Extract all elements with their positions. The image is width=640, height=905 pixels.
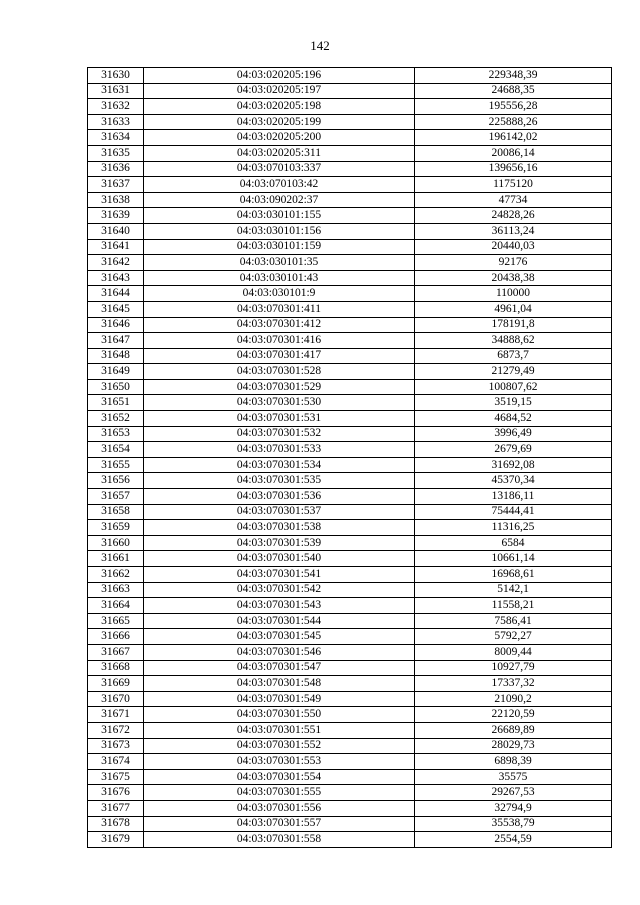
cadastral-number-cell: 04:03:070301:547 [144,660,415,676]
table-row [88,800,612,816]
cadastral-number-cell: 04:03:070103:337 [144,161,415,177]
table-row [88,239,612,255]
table-row [88,364,612,380]
value-cell: 110000 [415,286,612,302]
cadastral-number-cell: 04:03:070301:554 [144,769,415,785]
value-cell: 22120,59 [415,707,612,723]
value-cell: 7586,41 [415,613,612,629]
row-number-cell: 31655 [88,457,144,473]
value-cell: 4684,52 [415,411,612,427]
table-row [88,660,612,676]
row-number-cell: 31661 [88,551,144,567]
cadastral-number-cell: 04:03:030101:156 [144,223,415,239]
value-cell: 196142,02 [415,130,612,146]
table-row [88,691,612,707]
row-number-cell: 31647 [88,333,144,349]
table-row [88,629,612,645]
value-cell: 11558,21 [415,598,612,614]
value-cell: 20438,38 [415,270,612,286]
value-cell: 6584 [415,535,612,551]
table-row [88,161,612,177]
table-row [88,411,612,427]
table-row [88,286,612,302]
row-number-cell: 31634 [88,130,144,146]
value-cell: 47734 [415,192,612,208]
cadastral-number-cell: 04:03:070301:552 [144,738,415,754]
cadastral-number-cell: 04:03:070301:545 [144,629,415,645]
cadastral-number-cell: 04:03:020205:199 [144,114,415,130]
row-number-cell: 31636 [88,161,144,177]
row-number-cell: 31672 [88,722,144,738]
cadastral-number-cell: 04:03:070301:417 [144,348,415,364]
table-row [88,426,612,442]
row-number-cell: 31640 [88,223,144,239]
table-row [88,255,612,271]
row-number-cell: 31639 [88,208,144,224]
value-cell: 139656,16 [415,161,612,177]
cadastral-number-cell: 04:03:020205:200 [144,130,415,146]
table-row [88,145,612,161]
row-number-cell: 31630 [88,68,144,84]
table-row [88,457,612,473]
table-row [88,317,612,333]
row-number-cell: 31664 [88,598,144,614]
cadastral-number-cell: 04:03:070301:411 [144,301,415,317]
cadastral-number-cell: 04:03:070301:528 [144,364,415,380]
table-row [88,613,612,629]
table-row [88,177,612,193]
table-row [88,270,612,286]
cadastral-number-cell: 04:03:070301:532 [144,426,415,442]
value-cell: 6898,39 [415,754,612,770]
row-number-cell: 31654 [88,442,144,458]
table-row [88,738,612,754]
value-cell: 45370,34 [415,473,612,489]
table-row [88,379,612,395]
value-cell: 6873,7 [415,348,612,364]
table-row [88,395,612,411]
table-row [88,707,612,723]
value-cell: 3519,15 [415,395,612,411]
cadastral-number-cell: 04:03:070301:542 [144,582,415,598]
row-number-cell: 31657 [88,489,144,505]
cadastral-number-cell: 04:03:070301:540 [144,551,415,567]
cadastral-number-cell: 04:03:070301:416 [144,333,415,349]
value-cell: 21090,2 [415,691,612,707]
cadastral-number-cell: 04:03:070301:531 [144,411,415,427]
row-number-cell: 31652 [88,411,144,427]
cadastral-number-cell: 04:03:070301:539 [144,535,415,551]
row-number-cell: 31668 [88,660,144,676]
table-body [88,68,612,848]
cadastral-number-cell: 04:03:070301:553 [144,754,415,770]
row-number-cell: 31677 [88,800,144,816]
table-row [88,348,612,364]
cadastral-number-cell: 04:03:070301:557 [144,816,415,832]
row-number-cell: 31643 [88,270,144,286]
value-cell: 4961,04 [415,301,612,317]
row-number-cell: 31631 [88,83,144,99]
cadastral-number-cell: 04:03:070301:533 [144,442,415,458]
row-number-cell: 31665 [88,613,144,629]
cadastral-number-cell: 04:03:070301:530 [144,395,415,411]
table-row [88,504,612,520]
table-row [88,114,612,130]
cadastral-number-cell: 04:03:030101:43 [144,270,415,286]
row-number-cell: 31649 [88,364,144,380]
cadastral-number-cell: 04:03:070301:541 [144,567,415,583]
value-cell: 17337,32 [415,676,612,692]
value-cell: 24828,26 [415,208,612,224]
table-row [88,333,612,349]
table-row [88,442,612,458]
value-cell: 34888,62 [415,333,612,349]
table-row [88,769,612,785]
value-cell: 92176 [415,255,612,271]
cadastral-number-cell: 04:03:070301:529 [144,379,415,395]
row-number-cell: 31651 [88,395,144,411]
value-cell: 2679,69 [415,442,612,458]
cadastral-number-cell: 04:03:030101:155 [144,208,415,224]
cadastral-number-cell: 04:03:070301:556 [144,800,415,816]
page-number: 142 [310,38,330,53]
value-cell: 20086,14 [415,145,612,161]
cadastral-number-cell: 04:03:020205:198 [144,99,415,115]
cadastral-number-cell: 04:03:070301:558 [144,832,415,848]
row-number-cell: 31635 [88,145,144,161]
row-number-cell: 31645 [88,301,144,317]
row-number-cell: 31648 [88,348,144,364]
value-cell: 32794,9 [415,800,612,816]
row-number-cell: 31660 [88,535,144,551]
table-row [88,489,612,505]
value-cell: 35575 [415,769,612,785]
cadastral-number-cell: 04:03:070301:548 [144,676,415,692]
table-row [88,99,612,115]
cadastral-number-cell: 04:03:070301:544 [144,613,415,629]
table-row [88,598,612,614]
table-row [88,83,612,99]
cadastral-number-cell: 04:03:020205:196 [144,68,415,84]
row-number-cell: 31642 [88,255,144,271]
value-cell: 21279,49 [415,364,612,380]
row-number-cell: 31632 [88,99,144,115]
cadastral-number-cell: 04:03:070301:535 [144,473,415,489]
value-cell: 29267,53 [415,785,612,801]
value-cell: 13186,11 [415,489,612,505]
table-row [88,722,612,738]
table-row [88,535,612,551]
row-number-cell: 31650 [88,379,144,395]
table-row [88,68,612,84]
row-number-cell: 31658 [88,504,144,520]
value-cell: 195556,28 [415,99,612,115]
row-number-cell: 31659 [88,520,144,536]
cadastral-number-cell: 04:03:030101:9 [144,286,415,302]
cadastral-number-cell: 04:03:070301:537 [144,504,415,520]
row-number-cell: 31637 [88,177,144,193]
cadastral-number-cell: 04:03:070301:543 [144,598,415,614]
cadastral-number-cell: 04:03:070301:546 [144,644,415,660]
table-row [88,473,612,489]
table-row [88,192,612,208]
table-row [88,208,612,224]
value-cell: 20440,03 [415,239,612,255]
row-number-cell: 31644 [88,286,144,302]
cadastral-number-cell: 04:03:020205:311 [144,145,415,161]
value-cell: 2554,59 [415,832,612,848]
value-cell: 16968,61 [415,567,612,583]
row-number-cell: 31675 [88,769,144,785]
cadastral-number-cell: 04:03:070301:412 [144,317,415,333]
row-number-cell: 31678 [88,816,144,832]
table-row [88,785,612,801]
row-number-cell: 31679 [88,832,144,848]
row-number-cell: 31641 [88,239,144,255]
table-row [88,644,612,660]
cadastral-number-cell: 04:03:090202:37 [144,192,415,208]
cadastral-number-cell: 04:03:070301:550 [144,707,415,723]
table-row [88,676,612,692]
value-cell: 10661,14 [415,551,612,567]
cadastral-number-cell: 04:03:070301:534 [144,457,415,473]
cadastral-number-cell: 04:03:070301:551 [144,722,415,738]
row-number-cell: 31666 [88,629,144,645]
value-cell: 5142,1 [415,582,612,598]
row-number-cell: 31646 [88,317,144,333]
value-cell: 11316,25 [415,520,612,536]
row-number-cell: 31667 [88,644,144,660]
value-cell: 5792,27 [415,629,612,645]
value-cell: 225888,26 [415,114,612,130]
cadastral-number-cell: 04:03:070301:549 [144,691,415,707]
cadastral-number-cell: 04:03:070103:42 [144,177,415,193]
value-cell: 26689,89 [415,722,612,738]
table-row [88,130,612,146]
value-cell: 100807,62 [415,379,612,395]
cadastral-value-table [87,67,612,848]
row-number-cell: 31653 [88,426,144,442]
value-cell: 36113,24 [415,223,612,239]
cadastral-number-cell: 04:03:070301:536 [144,489,415,505]
cadastral-number-cell: 04:03:030101:35 [144,255,415,271]
value-cell: 8009,44 [415,644,612,660]
row-number-cell: 31633 [88,114,144,130]
value-cell: 3996,49 [415,426,612,442]
table-row [88,551,612,567]
row-number-cell: 31656 [88,473,144,489]
row-number-cell: 31670 [88,691,144,707]
value-cell: 31692,08 [415,457,612,473]
value-cell: 229348,39 [415,68,612,84]
table-row [88,301,612,317]
table-row [88,816,612,832]
table-row [88,754,612,770]
cadastral-number-cell: 04:03:020205:197 [144,83,415,99]
cadastral-number-cell: 04:03:070301:538 [144,520,415,536]
value-cell: 35538,79 [415,816,612,832]
value-cell: 28029,73 [415,738,612,754]
row-number-cell: 31674 [88,754,144,770]
table-row [88,582,612,598]
value-cell: 178191,8 [415,317,612,333]
table-row [88,567,612,583]
row-number-cell: 31676 [88,785,144,801]
cadastral-number-cell: 04:03:070301:555 [144,785,415,801]
row-number-cell: 31673 [88,738,144,754]
table-row [88,520,612,536]
table-row [88,223,612,239]
row-number-cell: 31662 [88,567,144,583]
value-cell: 10927,79 [415,660,612,676]
value-cell: 75444,41 [415,504,612,520]
row-number-cell: 31669 [88,676,144,692]
table-row [88,832,612,848]
value-cell: 1175120 [415,177,612,193]
row-number-cell: 31671 [88,707,144,723]
row-number-cell: 31638 [88,192,144,208]
cadastral-number-cell: 04:03:030101:159 [144,239,415,255]
value-cell: 24688,35 [415,83,612,99]
row-number-cell: 31663 [88,582,144,598]
